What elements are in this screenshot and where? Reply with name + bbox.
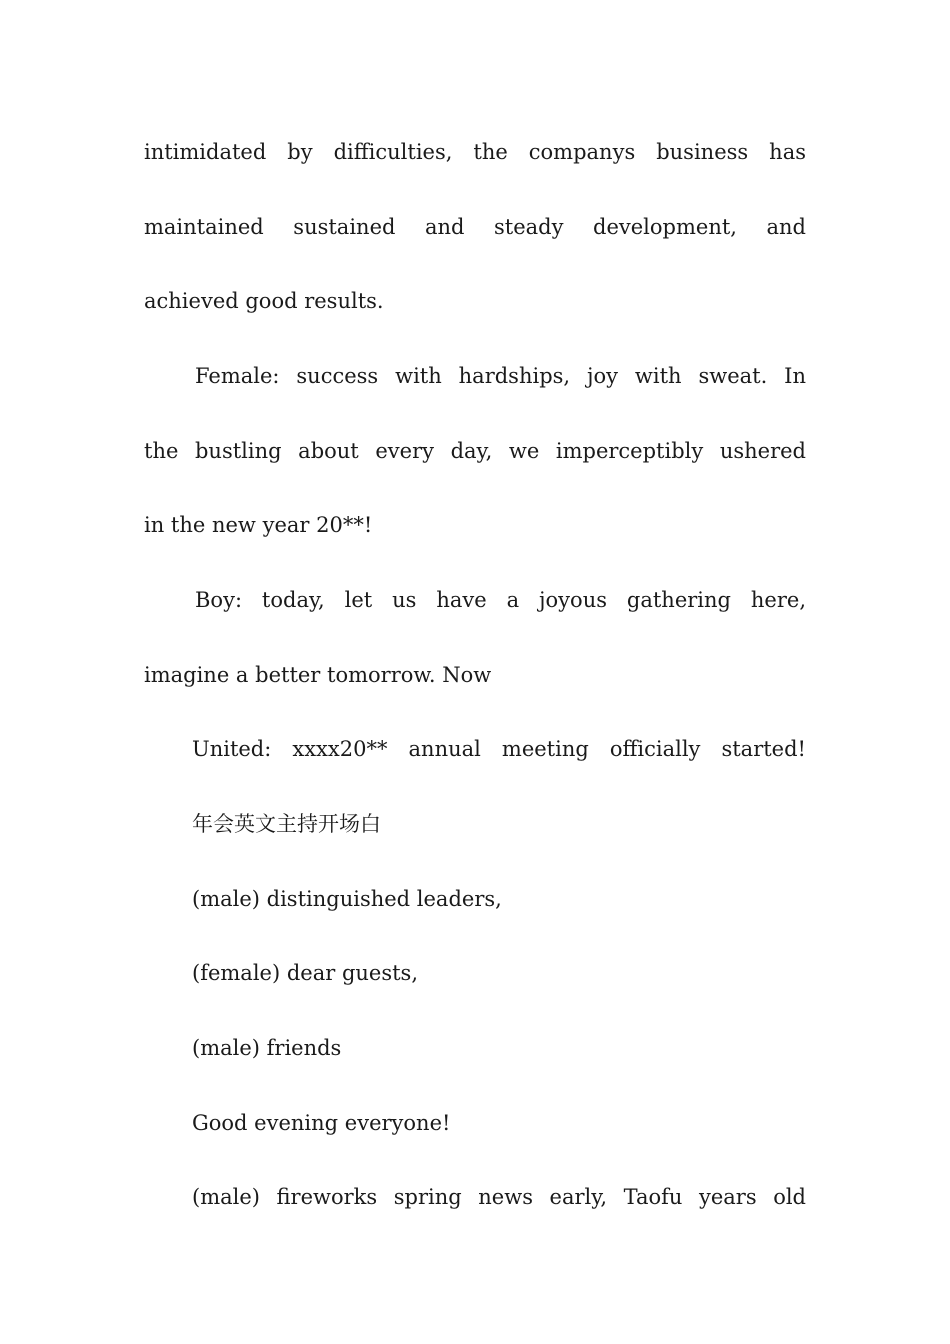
paragraph-line: Good evening everyone! (192, 1111, 451, 1135)
paragraph-line: Boy: today, let us have a joyous gathering here, (195, 588, 806, 612)
paragraph-line: the bustling about every day, we imperceptibly ushered (144, 439, 806, 463)
paragraph-line: (male) friends (192, 1036, 342, 1060)
paragraph-line: United: xxxx20** annual meeting officially started! (192, 737, 806, 761)
paragraph-line: (male) fireworks spring news early, Taofu years old (192, 1185, 806, 1209)
paragraph-line: imagine a better tomorrow. Now (144, 663, 492, 687)
paragraph-line: maintained sustained and steady development, and (144, 215, 806, 239)
paragraph-line: Female: success with hardships, joy with sweat. In (195, 364, 806, 388)
paragraph-line: intimidated by difficulties, the companys business has (144, 140, 806, 164)
paragraph-line: (female) dear guests, (192, 961, 419, 985)
paragraph-line: in the new year 20**! (144, 513, 373, 537)
paragraph-line: achieved good results. (144, 289, 384, 313)
section-heading: 年会英文主持开场白 (192, 812, 381, 836)
paragraph-line: (male) distinguished leaders, (192, 887, 502, 911)
